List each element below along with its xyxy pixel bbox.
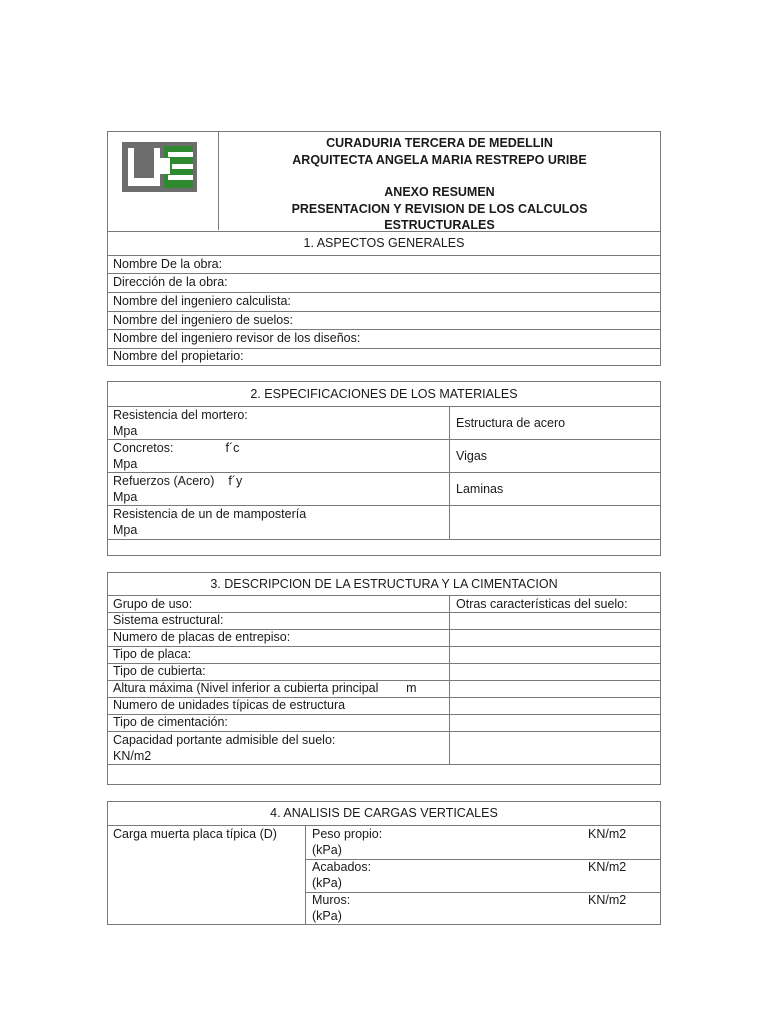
load-group-label: Carga muerta placa típica (D) (113, 827, 277, 841)
column-divider (449, 681, 450, 697)
material-label: Refuerzos (Acero) f´y (113, 474, 243, 488)
column-divider (449, 440, 450, 472)
material-right: Estructura de acero (456, 416, 566, 430)
material-unit: Mpa (113, 490, 138, 504)
column-divider (449, 715, 450, 731)
section2-table (107, 381, 661, 556)
structure-label: Tipo de cubierta: (113, 664, 206, 678)
structure-label: Tipo de placa: (113, 647, 192, 661)
section4-body (108, 825, 660, 925)
structure-label: Numero de placas de entrepiso: (113, 630, 291, 644)
material-label: Concretos: f´c (113, 441, 240, 455)
section1-row-label: Nombre del propietario: (113, 349, 244, 363)
table-row (108, 273, 660, 292)
structure-label: Grupo de uso: (113, 597, 193, 611)
header-section1-table (107, 131, 661, 366)
section3-title: 3. DESCRIPCION DE LA ESTRUCTURA Y LA CIMENTACION (210, 577, 558, 591)
section1-row-label: Dirección de la obra: (113, 275, 228, 289)
load-item (306, 859, 660, 893)
section1-title: 1. ASPECTOS GENERALES (303, 236, 465, 250)
structure-right: Otras características del suelo: (456, 597, 628, 611)
table-row (108, 595, 660, 612)
section1-row-label: Nombre del ingeniero revisor de los diseños: (113, 331, 361, 345)
table-row (108, 731, 660, 764)
column-divider (449, 630, 450, 646)
header-line4: PRESENTACION Y REVISION DE LOS CALCULOS (291, 201, 588, 216)
header-line3: ANEXO RESUMEN (384, 185, 495, 199)
load-item-name: Peso propio: (312, 827, 383, 841)
structure-label: Numero de unidades típicas de estructura (113, 698, 346, 712)
header-line5: ESTRUCTURALES (384, 218, 495, 232)
load-item-unit2: (kPa) (312, 909, 342, 923)
table-row (108, 406, 660, 439)
material-unit: Mpa (113, 424, 138, 438)
load-item-unit2: (kPa) (312, 876, 342, 890)
table-row (108, 439, 660, 472)
logo-icon (122, 142, 197, 192)
column-divider (449, 664, 450, 680)
material-right: Vigas (456, 449, 488, 463)
structure-label: Altura máxima (Nivel inferior a cubierta principal m (113, 681, 417, 695)
table-row (108, 311, 660, 329)
header-text (219, 135, 660, 234)
section1-title-row (108, 231, 660, 255)
section2-title: 2. ESPECIFICACIONES DE LOS MATERIALES (250, 387, 518, 401)
table-row (108, 714, 660, 731)
column-divider (449, 473, 450, 505)
material-label: Resistencia del mortero: (113, 408, 248, 422)
logo (122, 142, 197, 192)
column-divider (449, 698, 450, 714)
column-divider (449, 647, 450, 663)
table-row (108, 697, 660, 714)
table-row (108, 612, 660, 629)
material-unit: Mpa (113, 523, 138, 537)
column-divider (449, 407, 450, 439)
load-item (306, 826, 660, 859)
material-label: Resistencia de un de mampostería (113, 507, 307, 521)
load-item (306, 892, 660, 926)
structure-label: Sistema estructural: (113, 613, 224, 627)
table-row (108, 472, 660, 505)
column-divider (449, 506, 450, 539)
section1-row-label: Nombre del ingeniero de suelos: (113, 313, 293, 327)
load-item-unit2: (kPa) (312, 843, 342, 857)
table-row (108, 646, 660, 663)
table-row (108, 292, 660, 311)
column-divider (449, 732, 450, 764)
structure-label: Tipo de cimentación: (113, 715, 228, 729)
load-item-name: Muros: (312, 893, 351, 907)
load-item-name: Acabados: (312, 860, 372, 874)
load-item-unit: KN/m2 (588, 827, 627, 841)
column-divider (449, 613, 450, 629)
table-row (108, 255, 660, 273)
table-row (108, 348, 660, 366)
structure-unit: KN/m2 (113, 749, 152, 763)
structure-label: Capacidad portante admisible del suelo: (113, 733, 336, 747)
table-row (108, 505, 660, 539)
section4-title: 4. ANALISIS DE CARGAS VERTICALES (270, 806, 498, 820)
section3-table (107, 572, 661, 785)
column-divider (449, 596, 450, 612)
header-line2: ARQUITECTA ANGELA MARIA RESTREPO URIBE (292, 152, 587, 167)
table-row (108, 329, 660, 348)
material-right: Laminas (456, 482, 504, 496)
material-unit: Mpa (113, 457, 138, 471)
table-row-empty (108, 539, 660, 556)
load-item-unit: KN/m2 (588, 893, 627, 907)
section4-table (107, 801, 661, 925)
load-item-unit: KN/m2 (588, 860, 627, 874)
table-row-empty (108, 764, 660, 785)
table-row (108, 663, 660, 680)
section1-row-label: Nombre del ingeniero calculista: (113, 294, 291, 308)
section1-row-label: Nombre De la obra: (113, 257, 223, 271)
table-row (108, 680, 660, 697)
table-row (108, 629, 660, 646)
header-line1: CURADURIA TERCERA DE MEDELLIN (326, 136, 553, 150)
